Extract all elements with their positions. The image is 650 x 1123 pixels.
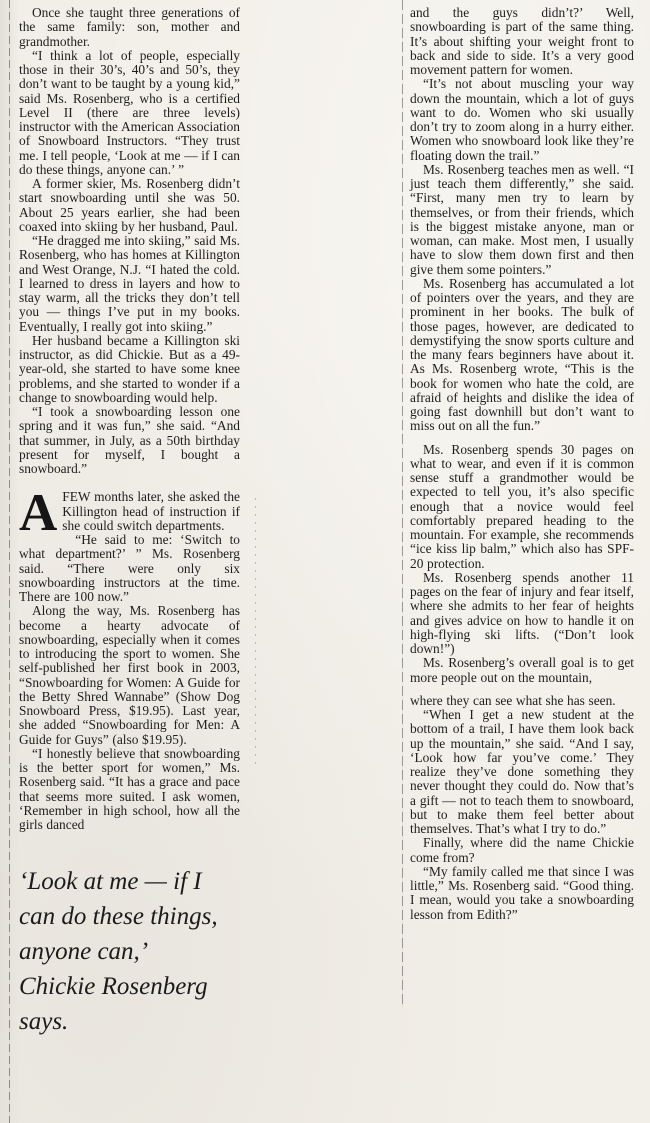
paragraph: Her husband became a Killington ski instructor, as did Chickie. But as a 49-year-old, she started to have some knee problems, and she started to wonder if a change to snowboarding would help. (19, 332, 240, 405)
paragraph-continuation: and the guys didn’t?’ Well, snowboarding is part of the same thing. It’s about shifting your weight front to back and side to side. It’s a very good movement pattern for women. (410, 5, 634, 77)
left-margin-rule (9, 0, 10, 1123)
paragraph: Ms. Rosenberg teaches men as well. “I just teach them differently,” she said. “First, many men try to learn by themselves, or from their friends, which is the biggest mistake anyone, man or woman, can make. Most men, I usually have to slow them down first and then give them some pointers.” (410, 161, 634, 277)
paragraph: “He dragged me into skiing,” said Ms. Rosenberg, who has homes at Killington and West Orange, N.J. “I hated the cold. I learned to dress in layers and how to stay warm, all the tricks they don’t tell you — things I’ve put in my books. Eventually, I really got into skiing.” (19, 233, 240, 334)
paragraph: Finally, where did the name Chickie come from? (410, 835, 634, 865)
paragraph: Along the way, Ms. Rosenberg has become a hearty advocate of snowboarding, especially when it comes to introducing the sport to women. She self-published her first book in 2003, “Snowboarding for Women: A Guide for the Betty Shred Wannabe” (Show Dog Snowboard Press, $19.95). Last year, she added “Snowboarding for Men: A Guide for Guys” (also $19.95). (19, 603, 240, 747)
pull-quote: ‘Look at me — if I can do these things, anyone can,’ Chickie Rosenberg says. (19, 868, 218, 1036)
paragraph: Ms. Rosenberg spends another 11 pages on the fear of injury and fear itself, where she admits to her fear of heights and gives advice on how to handle it on high-flying ski lifts. (“Don’t look down!”) (410, 569, 634, 656)
paragraph: Ms. Rosenberg’s overall goal is to get more people out on the mountain, (410, 655, 634, 685)
paragraph: Ms. Rosenberg has accumulated a lot of pointers over the years, and they are prominent in her books. The bulk of those pages, however, are dedicated to demystifying the snow sports culture and the many fears beginners have about it. As Ms. Rosenberg wrote, “This is the book for women who hate the cold, are afraid of heights and dislike the idea of going fast downhill but don’t want to miss out on all the fun.” (410, 275, 634, 434)
article-column-left (19, 6, 240, 1039)
paragraph: Once she taught three generations of the same family: son, mother and grandmother. (19, 5, 240, 49)
paragraph: Ms. Rosenberg spends 30 pages on what to wear, and even if it is common sense stuff a grandmother would be expected to tell you, it’s also specific enough that a novice would feel comfortably prepared heading to the mountain. For example, she recommends “ice kiss lip balm,” which also has SPF-20 protection. (410, 441, 634, 571)
paragraph: “I took a snowboarding lesson one spring and it was fun,” she said. “And that summer, in July, as a 50th birthday present for myself, I bought a snowboard.” (19, 404, 240, 476)
column-divider-rule (402, 0, 403, 1008)
paragraph: “My family called me that since I was little,” Ms. Rosenberg said. “Good thing. I mean, would you take a snowboarding lesson from Edith?” (410, 863, 634, 922)
paragraph: “He said to me: ‘Switch to what department?’ ” Ms. Rosenberg said. “There were only six snowboarding instructors at the time. There are 100 now.” (19, 532, 240, 604)
paragraph: “It’s not about muscling your way down the mountain, which a lot of guys want to do. Women who ski usually don’t try to zoom along in a hurry either. Women who snowboard look like they’re floating down the trail.” (410, 76, 634, 163)
paragraph-continuation: where they can see what she has seen. (410, 692, 616, 708)
paragraph-text: FEW months later, she asked the Killington head of instruction if she could switch departments. (62, 489, 240, 533)
paragraph-with-dropcap (19, 484, 240, 543)
drop-cap-letter: A (19, 484, 58, 543)
scan-artifact-rule (255, 498, 256, 766)
paragraph: “I honestly believe that snowboarding is the better sport for women,” Ms. Rosenberg said. “It has a grace and pace that seems more suited. I ask women, ‘Remember in high school, how all the girls danced (19, 745, 240, 832)
paragraph: “I think a lot of people, especially those in their 30’s, 40’s and 50’s, they don’t want to be taught by a young kid,” said Ms. Rosenberg, who is a certified Level II (there are three levels) instructor with the American Association of Snowboard Instructors. “They trust me. I tell people, ‘Look at me — if I can do these things, anyone can.’ ” (19, 47, 240, 177)
paragraph: “When I get a new student at the bottom of a trail, I have them look back up the mountain,” she said. “And I say, ‘Look how far you’ve come.’ They realize they’ve done something they never thought they could do. Now that’s a gift — not to teach them to snowboard, but to make them feel better about themselves. That’s what I try to do.” (410, 707, 634, 836)
paragraph: A former skier, Ms. Rosenberg didn’t start snowboarding until she was 50. About 25 years earlier, she had been coaxed into skiing by her husband, Paul. (19, 176, 240, 234)
article-column-right (410, 6, 634, 922)
